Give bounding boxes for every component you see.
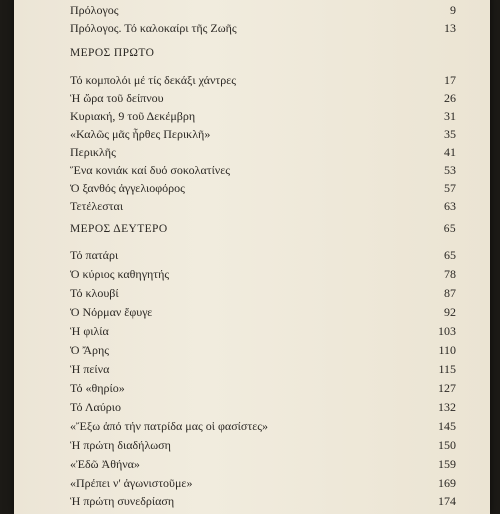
part-two-heading xyxy=(70,220,456,238)
toc-entry-title: Ἡ φιλία xyxy=(70,324,109,338)
toc-entry xyxy=(70,90,456,106)
toc-entry xyxy=(70,162,456,178)
toc-entry xyxy=(70,285,456,301)
toc-entry-page: 92 xyxy=(444,305,456,319)
toc-entry-page: 41 xyxy=(444,145,456,159)
toc-entry xyxy=(70,144,456,160)
toc-entry-page: 57 xyxy=(444,181,456,195)
toc-entry-title: Ἡ πρώτη διαδήλωση xyxy=(70,438,171,452)
toc-entry-page: 78 xyxy=(444,267,456,281)
toc-entry xyxy=(70,380,456,396)
toc-entry-title: Ὁ κύριος καθηγητής xyxy=(70,267,170,281)
toc-entry-page: 110 xyxy=(438,343,456,357)
toc-entry xyxy=(70,437,456,453)
part-one-heading-text: ΜΕΡΟΣ ΠΡΩΤΟ xyxy=(70,47,155,59)
toc-entry-title: Κυριακή, 9 τοῦ Δεκέμβρη xyxy=(70,109,196,123)
book-page xyxy=(14,0,490,514)
toc-entry xyxy=(70,198,456,214)
toc-entry-title: «Καλῶς μᾶς ἦρθες Περικλῆ» xyxy=(70,127,211,141)
toc-entry-title: Τό Λαύριο xyxy=(70,400,121,414)
toc-entry-title: Τό πατάρι xyxy=(70,248,119,262)
toc-entry-page: 174 xyxy=(438,494,456,508)
toc-entry-page: 132 xyxy=(438,400,456,414)
toc-entry xyxy=(70,304,456,320)
toc-entry-title: «Πρέπει ν' ἀγωνιστοῦμε» xyxy=(70,476,193,490)
toc-entry-title: Τετέλεσται xyxy=(70,199,124,213)
toc-entry-title: «Ἔξω ἀπό τήν πατρίδα μας οἱ φασίστες» xyxy=(70,419,268,433)
toc-entry xyxy=(70,418,456,434)
toc-entry xyxy=(70,2,456,18)
toc-entry-page: 31 xyxy=(444,109,456,123)
toc-entry-title: «Ἐδῶ Ἀθήνα» xyxy=(70,457,140,471)
toc-entry-title: Τό κλουβί xyxy=(70,286,119,300)
part-two-heading-page: 65 xyxy=(443,223,456,235)
toc-entry-page: 13 xyxy=(444,21,456,35)
part-one-heading xyxy=(70,44,456,62)
toc-entry-page: 35 xyxy=(444,127,456,141)
toc-entry-page: 150 xyxy=(438,438,456,452)
toc-entry-title: Ὁ ξανθός ἀγγελιοφόρος xyxy=(70,181,185,195)
toc-entry-title: Τό κομπολόι μέ τίς δεκάξι χάντρες xyxy=(70,73,236,87)
toc-entry-page: 87 xyxy=(444,286,456,300)
toc-entry-page: 103 xyxy=(438,324,456,338)
toc-entry-page: 169 xyxy=(438,476,456,490)
toc-entry-title: Ἡ πείνα xyxy=(70,362,110,376)
toc-entry xyxy=(70,493,456,509)
toc-entry-page: 9 xyxy=(450,3,456,17)
toc-entry xyxy=(70,342,456,358)
toc-entry-title: Ὁ Νόρμαν ἔφυγε xyxy=(70,305,153,319)
toc-entry xyxy=(70,323,456,339)
toc-entry-title: Ὁ Ἄρης xyxy=(70,343,109,357)
toc-entry xyxy=(70,247,456,263)
toc-entry xyxy=(70,126,456,142)
toc-entry-title: Ἡ πρώτη συνεδρίαση xyxy=(70,494,175,508)
toc-entry-title: Περικλῆς xyxy=(70,145,116,159)
toc-entry-title: Ἡ ὥρα τοῦ δείπνου xyxy=(70,91,164,105)
toc-entry-page: 53 xyxy=(444,163,456,177)
toc-entry xyxy=(70,399,456,415)
toc-entry-page: 145 xyxy=(438,419,456,433)
toc-entry xyxy=(70,20,456,36)
toc-entry xyxy=(70,108,456,124)
toc-entry-page: 17 xyxy=(444,73,456,87)
toc-entry-title: Πρόλογος. Τό καλοκαίρι τῆς Ζωῆς xyxy=(70,21,237,35)
toc-entry xyxy=(70,72,456,88)
toc-entry xyxy=(70,456,456,472)
toc-entry-page: 63 xyxy=(444,199,456,213)
toc-entry-page: 127 xyxy=(438,381,456,395)
toc-entry-title: Τό «θηρίο» xyxy=(70,381,125,395)
toc-entry xyxy=(70,361,456,377)
toc-entry-page: 159 xyxy=(438,457,456,471)
toc-entry xyxy=(70,180,456,196)
toc-entry-page: 115 xyxy=(438,362,456,376)
toc-entry-page: 26 xyxy=(444,91,456,105)
part-two-heading-text: ΜΕΡΟΣ ΔΕΥΤΕΡΟ xyxy=(70,223,168,235)
toc-entry-title: Πρόλογος xyxy=(70,3,119,17)
toc-entry xyxy=(70,266,456,282)
toc-entry-page: 65 xyxy=(444,248,456,262)
toc-entry-title: Ἕνα κονιάκ καί δυό σοκολατίνες xyxy=(70,163,231,177)
toc-entry xyxy=(70,475,456,491)
